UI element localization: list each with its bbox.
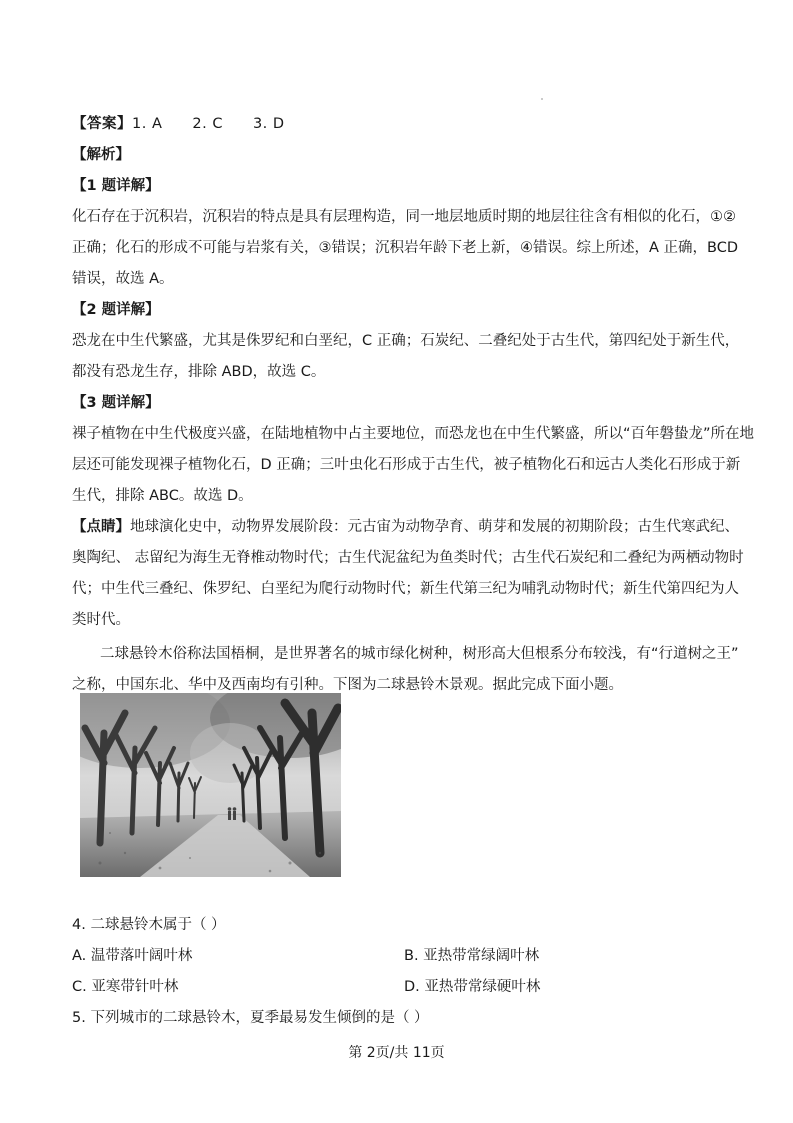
page-footer: 第 2页/共 11页: [348, 1045, 445, 1061]
q4-option-a[interactable]: A. 温带落叶阔叶林: [72, 948, 193, 964]
q1-line-1: 化石存在于沉积岩，沉积岩的特点是具有层理构造，同一地层地质时期的地层往往含有相似的化石，①②: [72, 209, 736, 225]
q1-label: 【1 题详解】: [72, 178, 160, 194]
passage-line-2: 之称，中国东北、华中及西南均有引种。下图为二球悬铃木景观。据此完成下面小题。: [72, 677, 623, 693]
q4-option-b[interactable]: B. 亚热带常绿阔叶林: [404, 948, 540, 964]
answer-label: 【答案】: [72, 116, 132, 132]
q4-option-d[interactable]: D. 亚热带常绿硬叶林: [404, 979, 541, 995]
q2-line-2: 都没有恐龙生存，排除 ABD，故选 C。: [72, 364, 326, 380]
tip-line-1: [72, 517, 739, 537]
q3-label: 【3 题详解】: [72, 395, 160, 411]
passage-line-1: 二球悬铃木俗称法国梧桐，是世界著名的城市绿化树种，树形高大但根系分布较浅，有“行道树之王”: [100, 646, 739, 662]
answer-item-1: 1. A: [132, 116, 163, 132]
tip-text-1: 地球演化史中，动物界发展阶段：元古宙为动物孕育、萌芽和发展的初期阶段；古生代寒武纪、: [130, 519, 739, 535]
q2-line-1: 恐龙在中生代繁盛，尤其是侏罗纪和白垩纪，C 正确；石炭纪、二叠纪处于古生代，第四纪处于新生代，: [72, 333, 740, 349]
answer-line: [72, 114, 285, 134]
q4-stem: 4. 二球悬铃木属于（ ）: [72, 917, 226, 933]
q3-line-1: 裸子植物在中生代极度兴盛，在陆地植物中占主要地位，而恐龙也在中生代繁盛，所以“百年磐蛰龙”所在地: [72, 426, 755, 442]
tip-line-2: 奥陶纪、 志留纪为海生无脊椎动物时代；古生代泥盆纪为鱼类时代；古生代石炭纪和二叠纪为两栖动物时: [72, 550, 744, 566]
q1-line-2: 正确；化石的形成不可能与岩浆有关，③错误；沉积岩年龄下老上新，④错误。综上所述，A 正确，BCD: [72, 240, 739, 256]
q5-stem: 5. 下列城市的二球悬铃木，夏季最易发生倾倒的是（ ）: [72, 1010, 429, 1026]
tip-line-3: 代；中生代三叠纪、侏罗纪、白垩纪为爬行动物时代；新生代第三纪为哺乳动物时代；新生代第四纪为人: [72, 581, 739, 597]
answer-item-2: 2. C: [192, 116, 223, 132]
analysis-label: 【解析】: [72, 147, 130, 163]
q1-line-3: 错误，故选 A。: [72, 271, 174, 287]
scan-speck: [541, 98, 543, 100]
q3-line-2: 层还可能发现裸子植物化石，D 正确；三叶虫化石形成于古生代，被子植物化石和远古人类化石形成于新: [72, 457, 741, 473]
q2-label: 【2 题详解】: [72, 302, 160, 318]
tip-label: 【点睛】: [72, 519, 130, 535]
q4-option-c[interactable]: C. 亚寒带针叶林: [72, 979, 179, 995]
answer-item-3: 3. D: [252, 116, 285, 132]
tip-line-4: 类时代。: [72, 612, 130, 628]
q3-line-3: 生代，排除 ABC。故选 D。: [72, 488, 253, 504]
plane-tree-avenue-photo: [80, 693, 341, 877]
